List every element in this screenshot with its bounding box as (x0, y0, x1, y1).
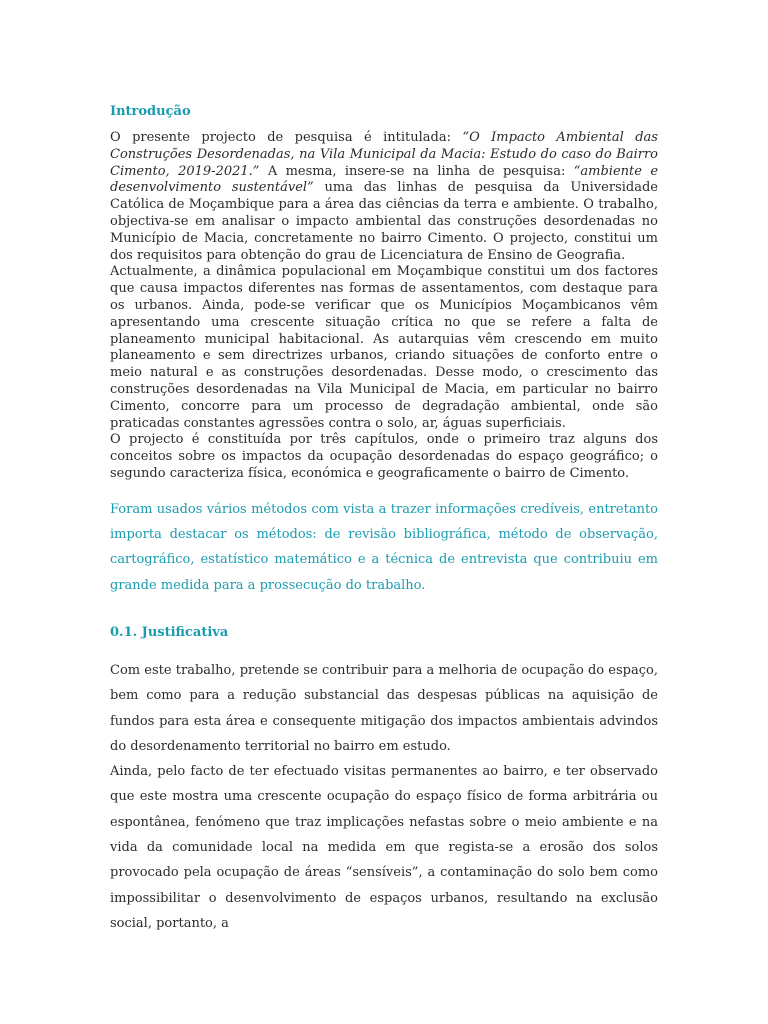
introduction-body (110, 130, 658, 483)
intro-p1-text-b: A mesma, insere-se na linha de pesquisa: (259, 163, 574, 179)
section-heading-introducao: Introdução (110, 104, 191, 119)
methods-paragraph: Foram usados vários métodos com vista a trazer informações credíveis, entretanto importa destacar os métodos: de revisão bibliográfica, método de observação, cartográfico, estatístico matemático e a técnica de entrevista que contribuiu em grande medida para a prossecução do trabalho. (110, 502, 658, 593)
intro-p1-research-line: “ambiente e desenvolvimento sustentável” (110, 163, 659, 196)
intro-paragraph-2: Actualmente, a dinâmica populacional em Moçambique constitui um dos factores que causa impactos diferentes nas formas de assentamentos, com destaque para os urbanos. Ainda, pode-se verificar que os Municípios Moçambicanos vêm apresentando uma crescente situação crítica no que se refere a falta de planeamento municipal habitacional. As autarquias vêm crescendo em muito planeamento e sem directrizes urbanos, criando situações de conforto entre o meio natural e as construções desordenadas. Desse modo, o crescimento das construções desordenadas na Vila Municipal de Macia, em particular no bairro Cimento, concorre para um processo de degradação ambiental, onde são praticadas constantes agressões contra o solo, ar, águas superficiais. (110, 264, 658, 431)
intro-p1-text-a: O presente projecto de pesquisa é intitulada: (110, 130, 463, 145)
justificativa-paragraph-1: Com este trabalho, pretende se contribuir para a melhoria de ocupação do espaço, bem como para a redução substancial das despesas públicas na aquisição de fundos para esta área e consequente mitigação dos impactos ambientais advindos do desordenamento territorial no bairro em estudo. (110, 663, 658, 754)
justificativa-body (110, 658, 658, 936)
intro-p1-project-title: “O Impacto Ambiental das Construções Desordenadas, na Vila Municipal da Macia: Estudo do caso do Bairro Cimento, 2019-2021.” (110, 130, 658, 179)
intro-paragraph-3: O projecto é constituída por três capítulos, onde o primeiro traz alguns dos conceitos sobre os impactos da ocupação desordenadas do espaço geográfico; o segundo caracteriza física, económica e geograficamente o bairro de Cimento. (110, 432, 658, 481)
intro-p1-text-c: uma das linhas de pesquisa da Universidade Católica de Moçambique para a área das ciências da terra e ambiente. O trabalho, objectiva-se em analisar o impacto ambiental das construções desordenadas no Município de Macia, concretamente no bairro Cimento. O projecto, constitui um dos requisitos para obtenção do grau de Licenciatura de Ensino de Geografia. (110, 180, 658, 263)
justificativa-paragraph-2: Ainda, pelo facto de ter efectuado visitas permanentes ao bairro, e ter observado que este mostra uma crescente ocupação do espaço físico de forma arbitrária ou espontânea, fenómeno que traz implicações nefastas sobre o meio ambiente e na vida da comunidade local na medida em que regista-se a erosão dos solos provocado pela ocupação de áreas “sensíveis”, a contaminação do solo bem como impossibilitar o desenvolvimento de espaços urbanos, resultando na exclusão social, portanto, a (110, 764, 658, 931)
intro-paragraph-1 (110, 130, 658, 264)
section-heading-justificativa: 0.1. Justificativa (110, 625, 229, 640)
